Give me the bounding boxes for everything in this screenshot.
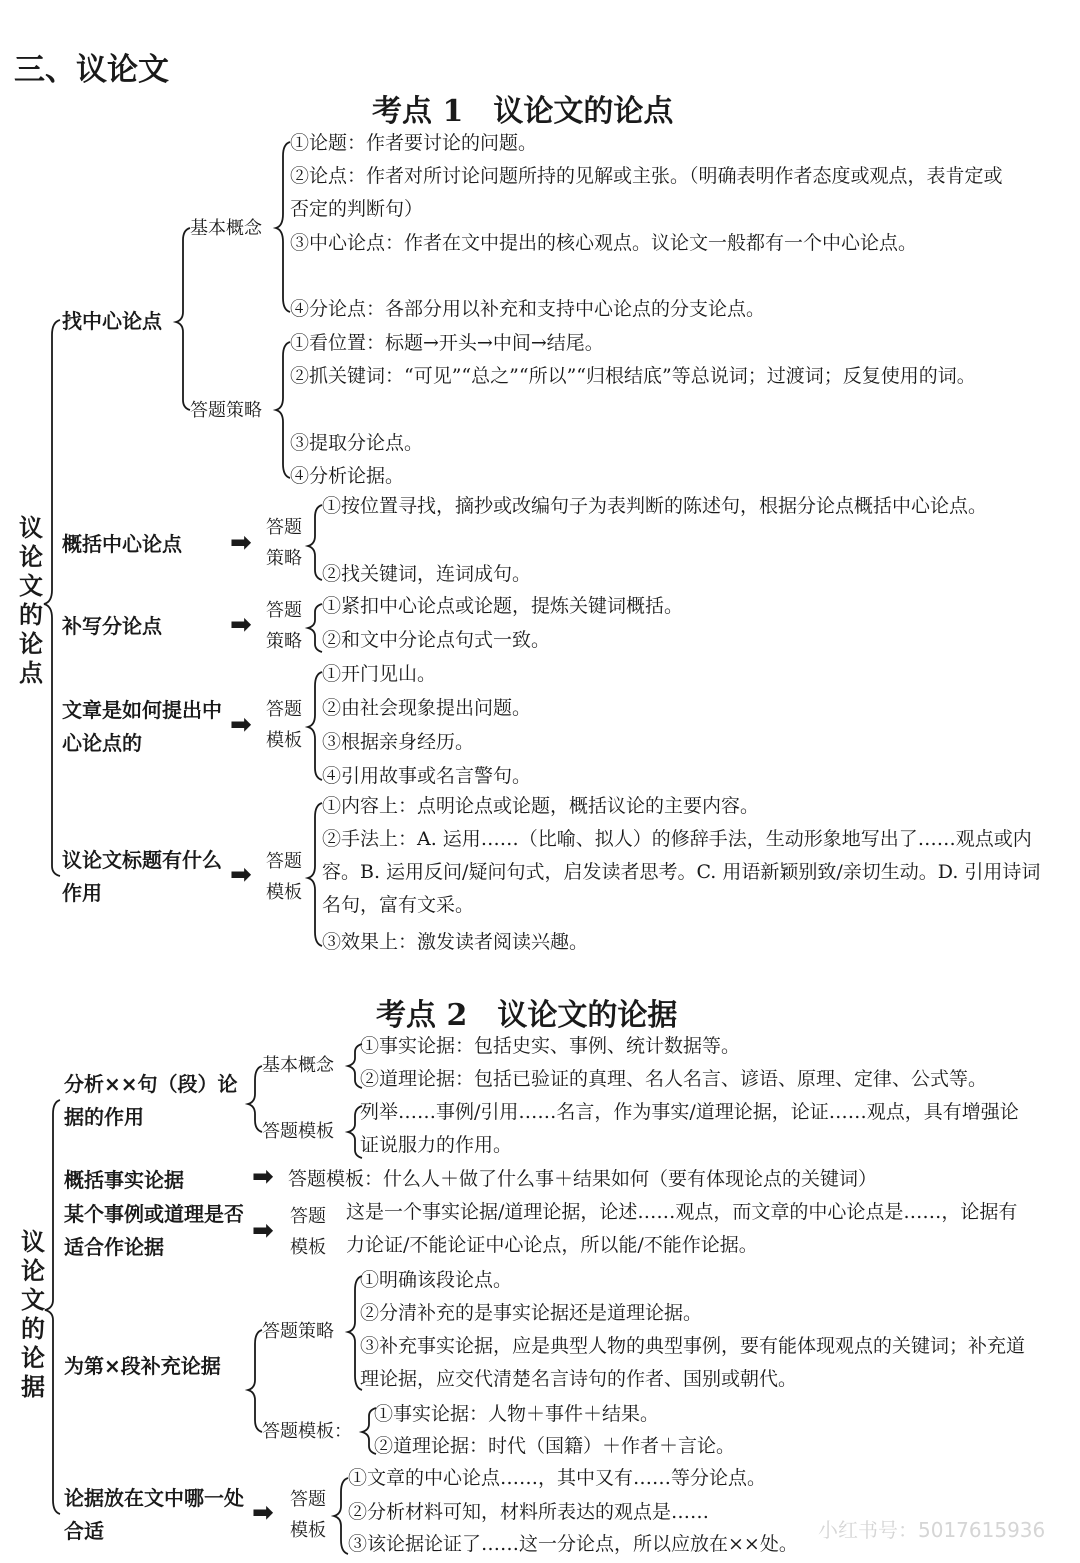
template-label: 答题模板：	[262, 1421, 352, 1442]
strategy-item: ④分析论据。	[290, 465, 405, 487]
basic-concept-label: 基本概念	[262, 1055, 334, 1076]
template-item: ②分析材料可知，材料所表达的观点是……	[348, 1501, 710, 1523]
part2-title: 考点 2 议论文的论据	[376, 998, 678, 1033]
section-heading: 三、议论文	[14, 52, 169, 88]
strategy-item: ①看位置：标题→开头→中间→结尾。	[290, 332, 604, 354]
topic-evidence-placement: 论据放在文中哪一处合适	[64, 1486, 244, 1543]
arrow-icon: ➡	[230, 528, 252, 558]
template-item: ②手法上：A. 运用……（比喻、拟人）的修辞手法，生动形象地写出了……观点或内容。B. 运用反问/疑问句式，启发读者思考。C. 用语新颖别致/亲切生动。D. 引用诗词名句，富有文采。	[322, 828, 1041, 916]
template-tag: 答题模板	[290, 1489, 326, 1541]
template-text: 这是一个事实论据/道理论据，论述……观点，而文章的中心论点是……，论据有力论证/不能论证中心论点，所以能/不能作论据。	[346, 1201, 1018, 1256]
strategy-item: ①按位置寻找，摘抄或改编句子为表判断的陈述句，根据分论点概括中心论点。	[322, 495, 988, 517]
template-item: ①开门见山。	[322, 663, 437, 685]
part2-root-label: 议论文的论据	[21, 1228, 45, 1401]
template-tag: 答题模板	[290, 1206, 326, 1258]
template-item: ①内容上：点明论点或论题，概括议论的主要内容。	[322, 795, 760, 817]
basic-item: ③中心论点：作者在文中提出的核心观点。议论文一般都有一个中心论点。	[290, 232, 918, 254]
strategy-item: ③补充事实论据，应是典型人物的典型事例，要有能体现观点的关键词；补充道理论据，应交代清楚名言诗句的作者、国别或朝代。	[360, 1335, 1026, 1390]
basic-item: ②道理论据：包括已验证的真理、名人名言、谚语、原理、定律、公式等。	[360, 1068, 988, 1090]
strategy-item: ①紧扣中心论点或论题，提炼关键词概括。	[322, 595, 684, 617]
arrow-icon: ➡	[230, 610, 252, 640]
template-label: 答题模板	[262, 1121, 334, 1142]
template-item: ③根据亲身经历。	[322, 731, 475, 753]
topic-supplement-evidence: 为第×段补充论据	[64, 1354, 221, 1378]
strategy-item: ②和文中分论点句式一致。	[322, 629, 551, 651]
basic-item: ①论题：作者要讨论的问题。	[290, 132, 538, 154]
topic-title-function: 议论文标题有什么作用	[62, 848, 222, 905]
topic-evidence-suitability: 某个事例或道理是否适合作论据	[64, 1202, 244, 1259]
arrow-icon: ➡	[230, 710, 252, 740]
topic-summarize-central-argument: 概括中心论点	[62, 532, 182, 556]
strategy-label: 答题策略	[262, 1321, 334, 1342]
template-item: ③效果上：激发读者阅读兴趣。	[322, 931, 589, 953]
arrow-icon: ➡	[252, 1498, 274, 1528]
topic-summarize-fact-evidence: 概括事实论据	[64, 1168, 184, 1192]
strategy-item: ②抓关键词：“可见”“总之”“所以”“归根结底”等总说词；过渡词；反复使用的词。	[290, 365, 976, 387]
template-tag: 答题模板	[266, 699, 302, 751]
basic-item: ②论点：作者对所讨论问题所持的见解或主张。（明确表明作者态度或观点，表肯定或否定的判断句）	[290, 165, 1003, 220]
topic-write-sub-argument: 补写分论点	[62, 614, 162, 638]
arrow-icon: ➡	[252, 1216, 274, 1246]
topic-find-central-argument: 找中心论点	[62, 309, 162, 333]
template-tag: 答题模板	[266, 851, 302, 903]
arrow-icon: ➡	[252, 1162, 274, 1192]
template-text: 答题模板：什么人＋做了什么事＋结果如何（要有体现论点的关键词）	[288, 1168, 878, 1190]
template-item: ③该论据论证了……这一分论点，所以应放在××处。	[348, 1533, 798, 1555]
arrow-icon: ➡	[230, 860, 252, 890]
basic-item: ①事实论据：包括史实、事例、统计数据等。	[360, 1035, 741, 1057]
strategy-item: ②找关键词，连词成句。	[322, 563, 532, 585]
template-text: 列举……事例/引用……名言，作为事实/道理论据，论证……观点，具有增强论证说服力的作用。	[360, 1101, 1019, 1156]
basic-item: ④分论点：各部分用以补充和支持中心论点的分支论点。	[290, 298, 766, 320]
template-item: ④引用故事或名言警句。	[322, 765, 532, 787]
basic-concept-label: 基本概念	[190, 218, 262, 239]
strategy-item: ③提取分论点。	[290, 432, 424, 454]
topic-how-argument-raised: 文章是如何提出中心论点的	[62, 698, 222, 755]
strategy-item: ①明确该段论点。	[360, 1269, 513, 1291]
template-item: ②由社会现象提出问题。	[322, 697, 532, 719]
topic-analyze-evidence-role: 分析××句（段）论据的作用	[64, 1072, 238, 1129]
part1-title: 考点 1 议论文的论点	[372, 94, 674, 129]
strategy-tag: 答题策略	[266, 600, 302, 652]
strategy-label: 答题策略	[190, 400, 262, 421]
part1-root-label: 议论文的论点	[19, 514, 43, 687]
watermark: 小红书号：5017615936	[818, 1518, 1046, 1542]
template-item: ①文章的中心论点……，其中又有……等分论点。	[348, 1467, 767, 1489]
template-item: ②道理论据：时代（国籍）＋作者＋言论。	[374, 1435, 736, 1457]
template-item: ①事实论据：人物＋事件＋结果。	[374, 1403, 660, 1425]
strategy-tag: 答题策略	[266, 517, 302, 569]
strategy-item: ②分清补充的是事实论据还是道理论据。	[360, 1302, 703, 1324]
